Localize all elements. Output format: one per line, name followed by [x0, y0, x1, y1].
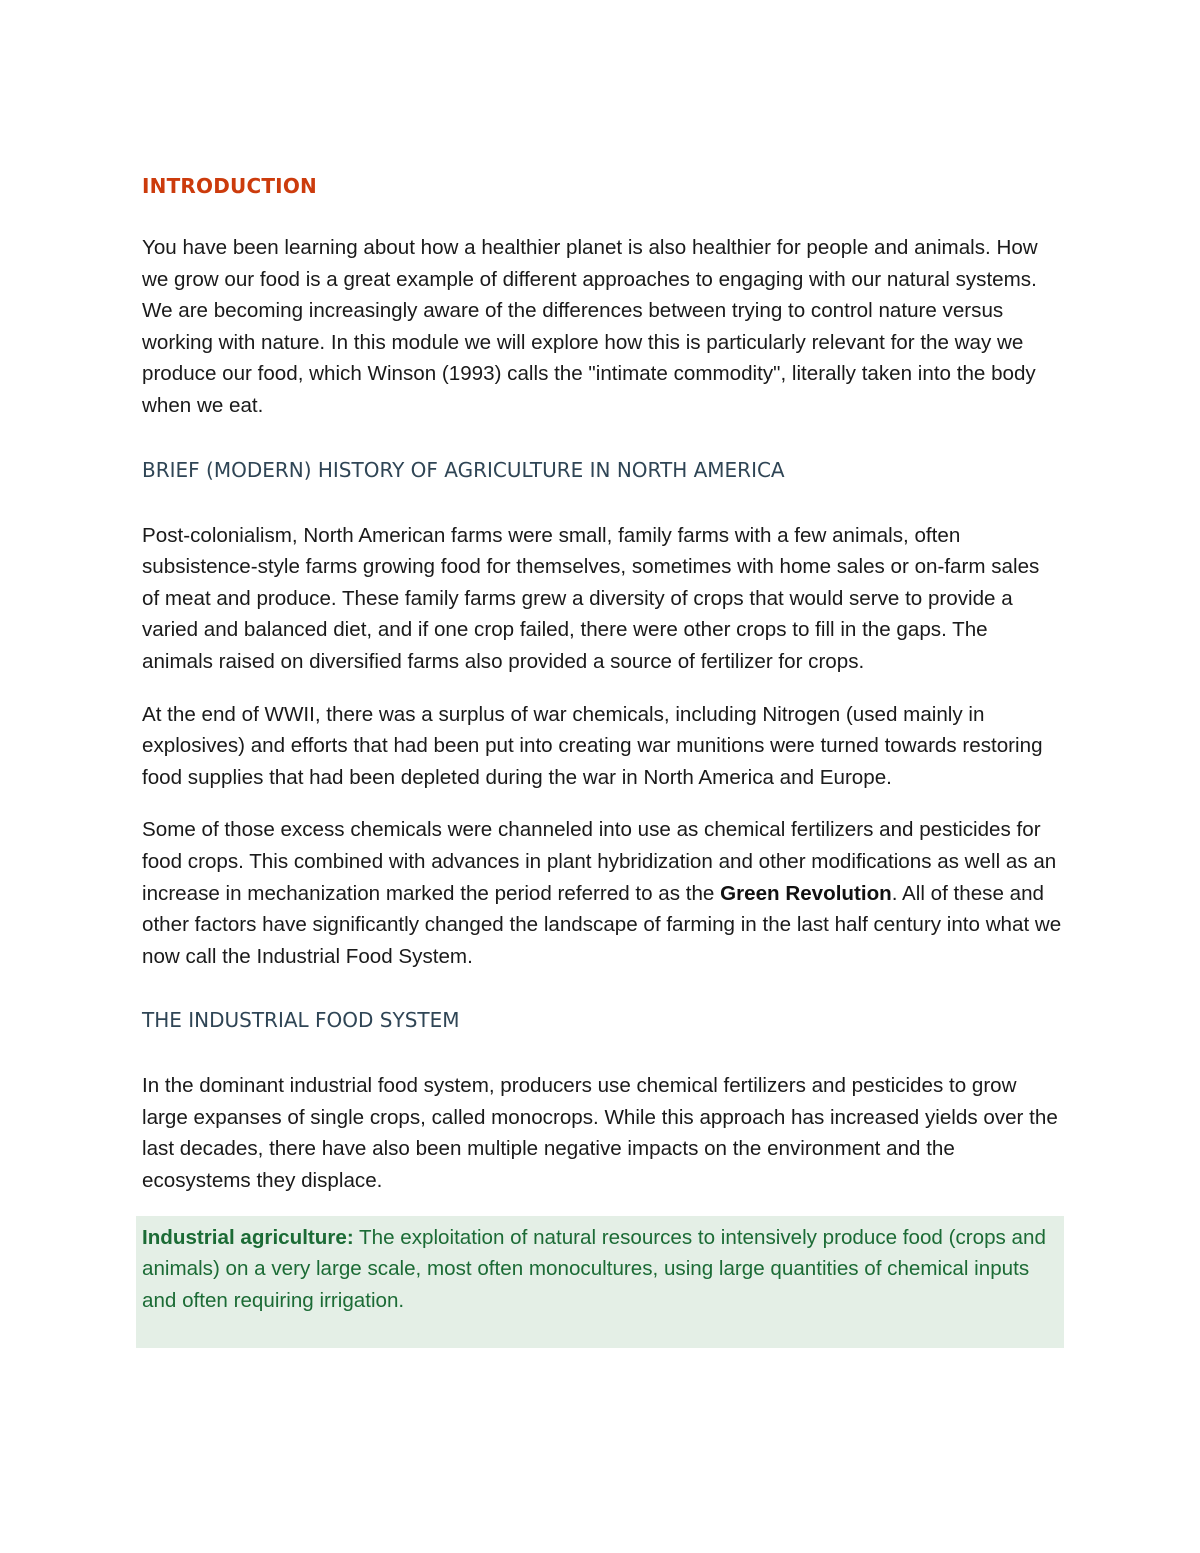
document-page [142, 174, 1062, 1348]
history-paragraph-3-after: . All of these and other factors have significantly changed the landscape of farming in the last half century into what we now call the Industrial Food System. [142, 881, 1062, 968]
industrial-paragraph: In the dominant industrial food system, producers use chemical fertilizers and pesticides to grow large expanses of single crops, called monocrops. While this approach has increased yields over the last decades, there have also been multiple negative impacts on the environment and the ecosystems they displace. [142, 1074, 1058, 1193]
definition-callout [136, 1216, 1064, 1349]
history-paragraph-1: Post-colonialism, North American farms were small, family farms with a few animals, often subsistence-style farms growing food for themselves, sometimes with home sales or on-farm sales of meat and produce. These family farms grew a diversity of crops that would serve to provide a varied and balanced diet, and if one crop failed, there were other crops to fill in the gaps. The animals raised on diversified farms also provided a source of fertilizer for crops. [142, 523, 1040, 673]
industrial-food-system-heading: THE INDUSTRIAL FOOD SYSTEM [142, 1008, 460, 1033]
history-paragraph-2: At the end of WWII, there was a surplus of war chemicals, including Nitrogen (used mainly in explosives) and efforts that had been put into creating war munitions were turned towards restoring food supplies that had been depleted during the war in North America and Europe. [142, 702, 1043, 789]
definition-term: Industrial agriculture: [142, 1225, 354, 1249]
introduction-paragraph: You have been learning about how a healthier planet is also healthier for people and animals. How we grow our food is a great example of different approaches to engaging with our natural systems. We are becoming increasingly aware of the differences between trying to control nature versus working with nature. In this module we will explore how this is particularly relevant for the way we produce our food, which Winson (1993) calls the "intimate commodity", literally taken into the body when we eat. [142, 236, 1038, 417]
green-revolution-term: Green Revolution [720, 881, 892, 905]
definition-text [142, 1222, 1058, 1317]
history-paragraph-3-before: Some of those excess chemicals were channeled into use as chemical fertilizers and pesticides for food crops. This combined with advances in plant hybridization and other modifications as well as an increase in mechanization marked the period referred to as the [142, 818, 1057, 905]
definition-body: The exploitation of natural resources to intensively produce food (crops and animals) on a very large scale, most often monocultures, using large quantities of chemical inputs and often requiring irrigation. [142, 1225, 1046, 1312]
introduction-heading: INTRODUCTION [142, 174, 317, 198]
history-heading: BRIEF (MODERN) HISTORY OF AGRICULTURE IN NORTH AMERICA [142, 457, 785, 482]
history-paragraph-3 [142, 814, 1062, 972]
